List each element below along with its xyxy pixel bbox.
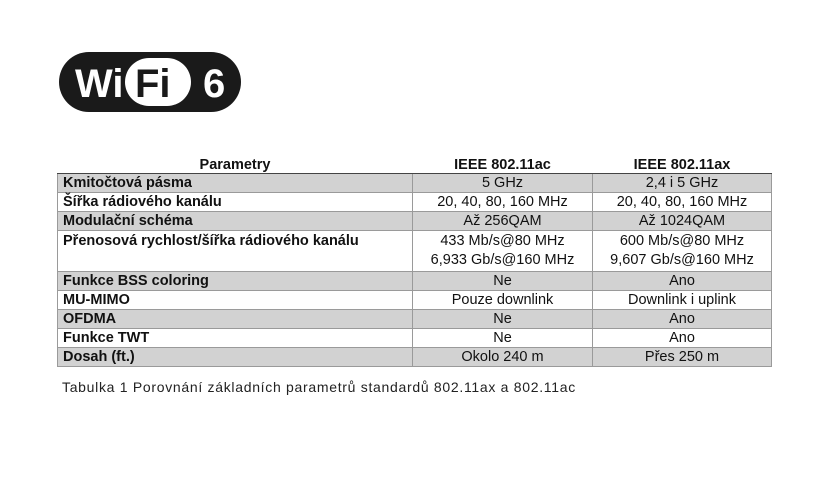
cell-ax: Přes 250 m [593,348,772,367]
cell-ac: Ne [413,272,593,291]
logo-text-6: 6 [203,62,226,106]
cell-ax-line-1: 600 Mb/s@80 MHz [619,233,745,249]
logo-text-fi: Fi [135,62,171,106]
cell-ac: Až 256QAM [413,212,593,231]
cell-ax: Ano [593,272,772,291]
wifi-6-logo-graphic [57,50,243,114]
cell-ax: Až 1024QAM [593,212,772,231]
table-row [58,231,772,272]
row-label: Dosah (ft.) [58,348,413,367]
cell-ax: 20, 40, 80, 160 MHz [593,193,772,212]
cell-ax: Downlink i uplink [593,291,772,310]
cell-ax [593,231,772,272]
row-label: Přenosová rychlost/šířka rádiového kanálu [58,231,413,272]
table-row [58,174,772,193]
comparison-table [57,155,772,367]
table-row [58,212,772,231]
table-caption: Tabulka 1 Porovnání základních parametrů standardů 802.11ax a 802.11ac [62,379,576,395]
row-label: Funkce BSS coloring [58,272,413,291]
header-ieee-802-11ac: IEEE 802.11ac [413,155,593,174]
row-label: Šířka rádiového kanálu [58,193,413,212]
row-label: MU-MIMO [58,291,413,310]
table-row [58,329,772,348]
row-label: Modulační schéma [58,212,413,231]
row-label: OFDMA [58,310,413,329]
table-row [58,272,772,291]
logo-text-wi: Wi [75,62,124,106]
table-row [58,348,772,367]
cell-ac-line-1: 433 Mb/s@80 MHz [440,233,565,249]
cell-ax-line-2: 9,607 Gb/s@160 MHz [610,252,754,268]
cell-ax: Ano [593,310,772,329]
header-ieee-802-11ax: IEEE 802.11ax [593,155,772,174]
table-header-row [58,155,772,174]
row-label: Kmitočtová pásma [58,174,413,193]
cell-ac-line-2: 6,933 Gb/s@160 MHz [430,252,575,268]
header-parametry: Parametry [58,155,413,174]
cell-ac: Ne [413,310,593,329]
table-row [58,310,772,329]
table-row [58,291,772,310]
row-label: Funkce TWT [58,329,413,348]
cell-ax: 2,4 i 5 GHz [593,174,772,193]
cell-ax: Ano [593,329,772,348]
cell-ac: Ne [413,329,593,348]
table-row [58,193,772,212]
cell-ac: Pouze downlink [413,291,593,310]
wifi-6-logo [57,50,243,114]
cell-ac [413,231,593,272]
cell-ac: Okolo 240 m [413,348,593,367]
cell-ac: 20, 40, 80, 160 MHz [413,193,593,212]
comparison-table-container [57,155,771,367]
cell-ac: 5 GHz [413,174,593,193]
